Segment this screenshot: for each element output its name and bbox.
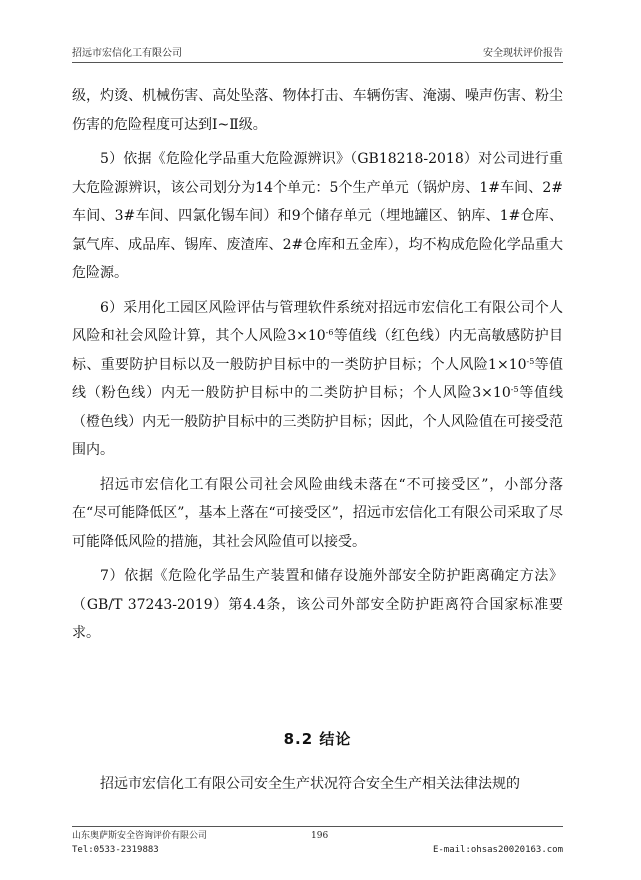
footer-tel: Tel:0533-2319883 bbox=[72, 845, 159, 855]
footer-divider bbox=[72, 826, 563, 827]
para6-text-4: 等值线（橙色线）内无一般防护目标中的三类防护目标；因此，个人风险值在可接受范围内。 bbox=[72, 385, 564, 458]
para6-exponent-3: -5 bbox=[510, 385, 519, 394]
paragraph-social-risk: 招远市宏信化工有限公司社会风险曲线未落在“不可接受区”，小部分落在“尽可能降低区”，基本上落在“可接受区”，招远市宏信化工有限公司采取了尽可能降低风险的措施，其社会风险值可以接受。 bbox=[72, 476, 563, 550]
footer-company: 山东奥萨斯安全咨询评价有限公司 bbox=[72, 831, 208, 841]
page-header bbox=[72, 44, 563, 62]
header-divider bbox=[72, 62, 563, 63]
para6-text-2: 等值线（红色线）内无高敏感防护目标、重要防护目标以及一般防护目标中的一类防护目标；个人风险1×10 bbox=[72, 328, 564, 373]
paragraph-6 bbox=[72, 294, 563, 465]
header-company: 招远市宏信化工有限公司 bbox=[72, 48, 182, 59]
para6-text-1: 6）采用化工园区风险评估与管理软件系统对招远市宏信化工有限公司个人风险和社会风险计算，其个人风险3×10 bbox=[72, 299, 563, 344]
para6-text-3: 等值线（粉色线）内无一般防护目标中的二类防护目标；个人风险3×10 bbox=[72, 356, 564, 401]
paragraph-continuation: 级，灼烫、机械伤害、高处坠落、物体打击、车辆伤害、淹溺、噪声伤害、粉尘伤害的危险程度可达到Ⅰ~Ⅱ级。 bbox=[72, 88, 563, 133]
para6-exponent-2: -5 bbox=[526, 356, 535, 366]
page-number: 196 bbox=[311, 831, 329, 841]
para6-exponent-1: -6 bbox=[325, 328, 334, 337]
header-report-title: 安全现状评价报告 bbox=[483, 48, 563, 59]
paragraph-5: 5）依据《危险化学品重大危险源辨识》（GB18218-2018）对公司进行重大危险源辨识，该公司划分为14个单元：5个生产单元（锅炉房、1#车间、2#车间、3#车间、四氯化锡车间）和9个储存单元（埋地罐区、钠库、1#仓库、氯气库、成品库、锡库、废渣库、2#仓库和五金库），均不构成危险化学品重大危险源。 bbox=[72, 151, 563, 281]
paragraph-7: 7）依据《危险化学品生产装置和储存设施外部安全防护距离确定方法》（GB/T 37243-2019）第4.4条，该公司外部安全防护距离符合国家标准要求。 bbox=[72, 568, 563, 641]
paragraph-conclusion: 招远市宏信化工有限公司安全生产状况符合安全生产相关法律法规的 bbox=[100, 776, 520, 792]
section-heading: 8.2 结论 bbox=[283, 730, 352, 748]
document-body bbox=[72, 82, 563, 648]
footer-email: E-mail:ohsas20020163.com bbox=[432, 845, 563, 855]
